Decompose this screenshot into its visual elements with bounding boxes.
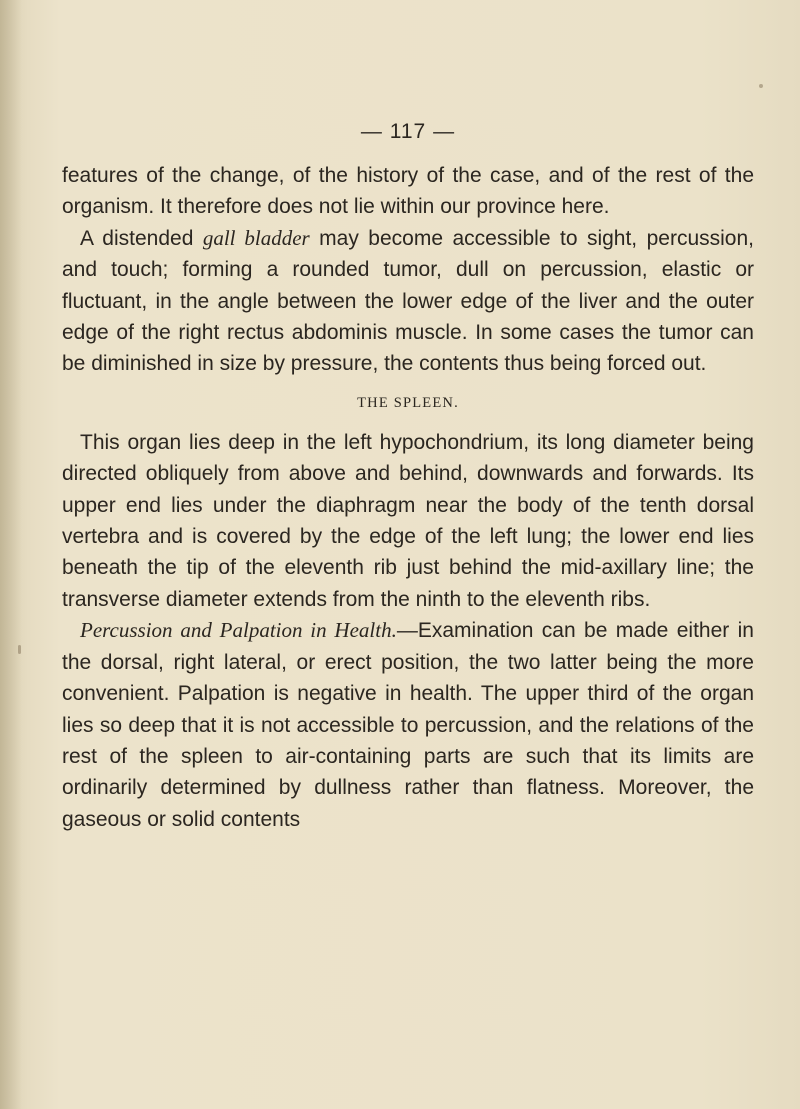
term-gall-bladder: gall bladder — [202, 225, 310, 250]
paragraph-percussion-palpation — [62, 615, 754, 835]
paragraph-percussion-palpation-rest: —Examination can be made either in the dorsal, right lateral, or erect position, the two latter being the more convenient. Palpation is negative in health. The upper third of the organ lies so deep that it is not accessible to percussion, and the relations of the rest of the spleen to air-containing parts are such that its limits are ordinarily determined by dullness rather than flatness. Moreover, the gaseous or solid contents — [62, 619, 754, 831]
term-percussion-palpation: Percussion and Palpation in Health. — [80, 618, 397, 643]
paragraph-gall-bladder — [62, 223, 754, 380]
section-heading-spleen: THE SPLEEN. — [357, 394, 459, 411]
page-text — [62, 118, 754, 835]
spine-shadow — [0, 0, 22, 1109]
paragraph-continuation: features of the change, of the history of the case, and of the rest of the organism. It therefore does not lie within our province here. — [62, 164, 754, 219]
paper-speck — [18, 645, 21, 654]
paper-speck — [759, 84, 763, 88]
paragraph-spleen-anatomy: This organ lies deep in the left hypochondrium, its long diameter being directed obliquely from above and behind, downwards and forwards. Its upper end lies under the diaphragm near the body of the tenth dorsal vertebra and is covered by the edge of the left lung; the lower end lies beneath the tip of the eleventh rib just behind the mid-axillary line; the transverse diameter extends from the ninth to the eleventh ribs. — [62, 430, 754, 611]
paragraph-gall-bladder-rest: may become accessible to sight, percussion, and touch; forming a rounded tumor, dull on percussion, elastic or fluctuant, in the angle between the lower edge of the liver and the outer edge of the right rectus abdominis muscle. In some cases the tumor can be diminished in size by pressure, the contents thus being forced out. — [62, 226, 754, 376]
page-number: — 117 — — [360, 120, 456, 143]
paragraph-gall-bladder-prefix: A distended — [80, 226, 203, 250]
